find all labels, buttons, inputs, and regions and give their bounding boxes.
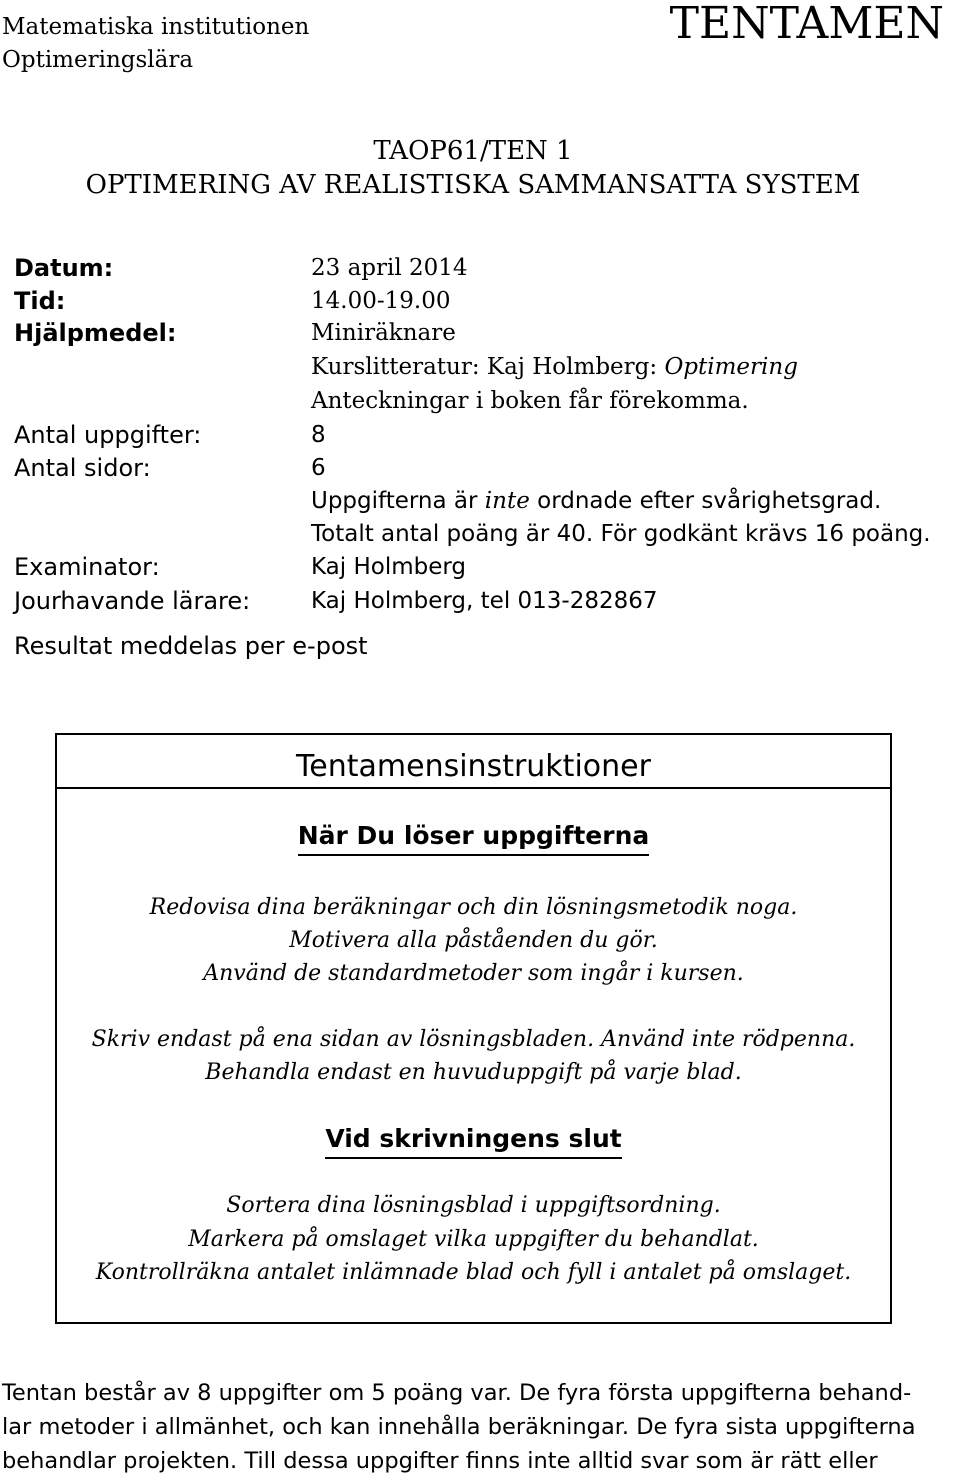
aids-item-calculator: Miniräknare [311, 320, 456, 346]
instructions-title: Tentamensinstruktioner [296, 749, 651, 784]
instruction-line: Kontrollräkna antalet inlämnade blad och fyll i antalet på omslaget. [95, 1260, 852, 1285]
oncall-value: Kaj Holmberg, tel 013-282867 [311, 588, 658, 614]
instruction-line: Sortera dina lösningsblad i uppgiftsordning. [226, 1193, 721, 1218]
examiner-value: Kaj Holmberg [311, 554, 467, 580]
instruction-line: Behandla endast en huvuduppgift på varje blad. [205, 1060, 742, 1085]
instruction-line: Redovisa dina beräkningar och din lösningsmetodik noga. [149, 895, 798, 920]
paragraph-line: Tentan består av 8 uppgifter om 5 poäng var. De fyra första uppgifterna behand- [2, 1380, 912, 1406]
order-note [311, 486, 881, 516]
aids-literature-prefix: Kurslitteratur: Kaj Holmberg: [311, 354, 665, 380]
aids-item-literature [311, 352, 798, 382]
exam-title: TENTAMEN [669, 0, 944, 49]
paragraph-line: lar metoder i allmänhet, och kan innehålla beräkningar. De fyra sista uppgifterna [2, 1414, 916, 1440]
time-value: 14.00-19.00 [311, 288, 451, 314]
exam-description-paragraph [2, 1376, 946, 1478]
instruction-line: Markera på omslaget vilka uppgifter du behandlat. [188, 1227, 759, 1252]
subject-name: Optimeringslära [2, 47, 194, 73]
aids-label: Hjälpmedel: [14, 319, 177, 347]
instruction-line: Skriv endast på ena sidan av lösningsbladen. Använd inte rödpenna. [91, 1027, 856, 1052]
pages-value: 6 [311, 455, 326, 481]
course-name: OPTIMERING AV REALISTISKA SAMMANSATTA SYSTEM [85, 170, 861, 200]
date-label: Datum: [14, 254, 114, 282]
results-note: Resultat meddelas per e-post [14, 632, 368, 660]
time-label: Tid: [14, 287, 66, 315]
oncall-label: Jourhavande lärare: [14, 587, 251, 615]
course-code: TAOP61/TEN 1 [373, 136, 573, 166]
points-note: Totalt antal poäng är 40. För godkänt krävs 16 poäng. [311, 521, 931, 547]
section-heading-end: Vid skrivningens slut [57, 1124, 890, 1154]
paragraph-line: behandlar projekten. Till dessa uppgifter finns inte alltid svar som är rätt eller [2, 1448, 878, 1474]
aids-literature-title: Optimering [664, 354, 798, 380]
section-heading-solving: När Du löser uppgifterna [57, 821, 890, 851]
instructions-title-divider [57, 787, 890, 789]
instructions-box [55, 733, 892, 1324]
tasks-value: 8 [311, 422, 326, 448]
order-note-prefix: Uppgifterna är [311, 488, 485, 514]
institution-name: Matematiska institutionen [2, 14, 310, 40]
instruction-line: Motivera alla påståenden du gör. [289, 928, 658, 953]
date-value: 23 april 2014 [311, 255, 468, 281]
instruction-line: Använd de standardmetoder som ingår i kursen. [203, 961, 744, 986]
order-note-emphasis: inte [484, 488, 530, 514]
aids-item-notes: Anteckningar i boken får förekomma. [311, 388, 749, 414]
pages-label: Antal sidor: [14, 454, 151, 482]
tasks-label: Antal uppgifter: [14, 421, 202, 449]
examiner-label: Examinator: [14, 553, 160, 581]
order-note-suffix: ordnade efter svårighetsgrad. [529, 488, 882, 514]
